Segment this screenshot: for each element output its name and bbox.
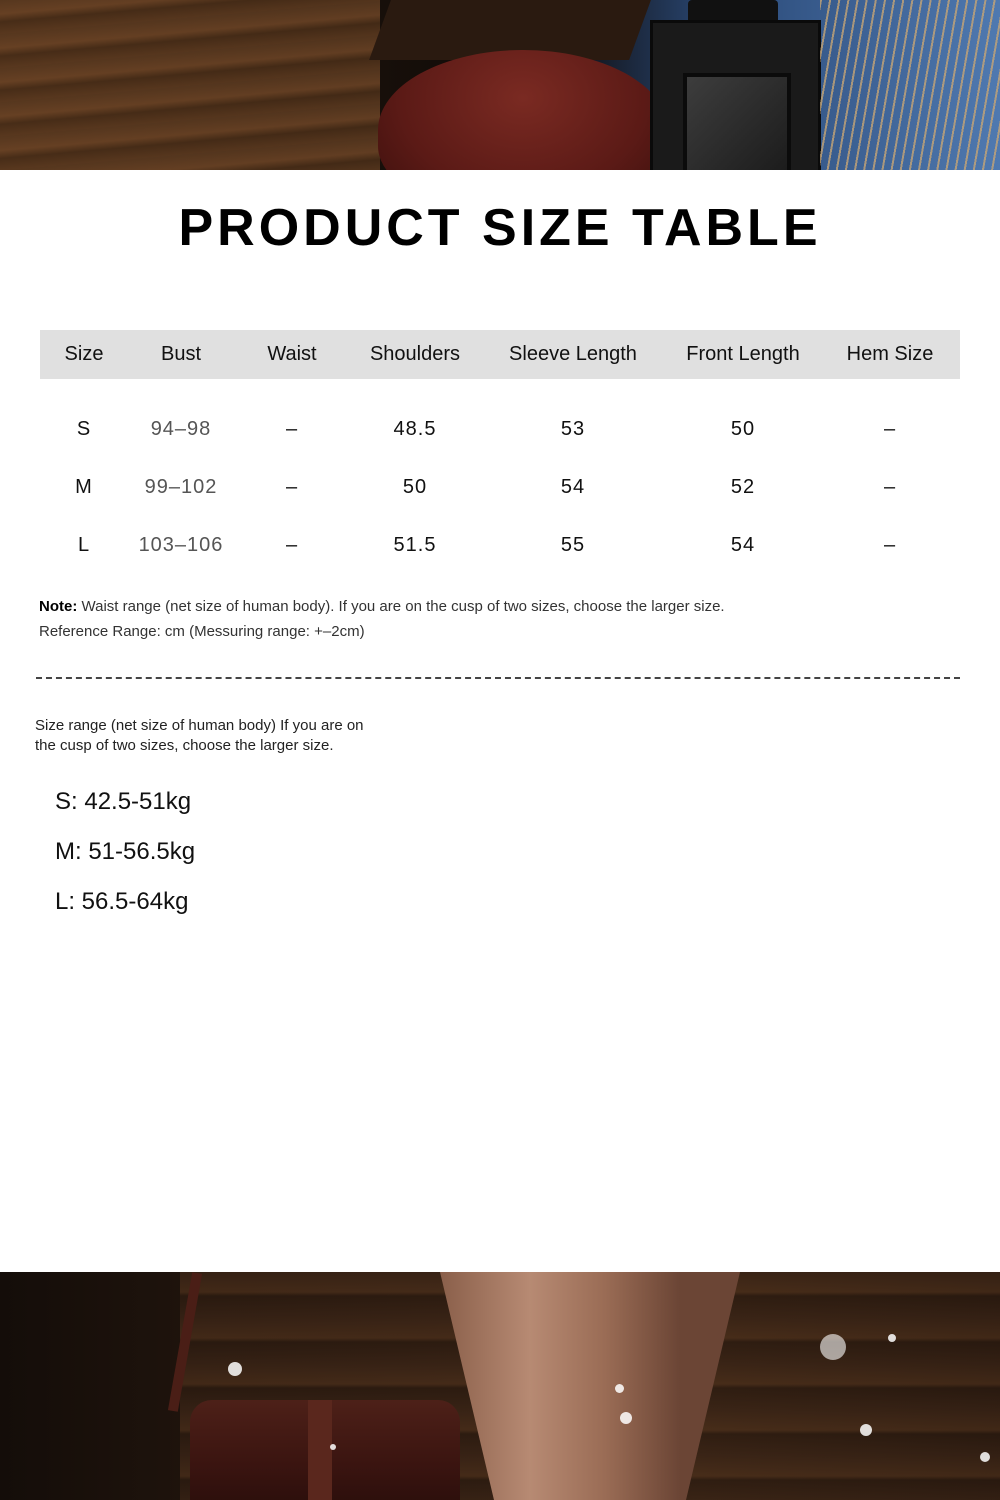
cell-bust: 94–98 <box>150 417 212 440</box>
size-table <box>40 330 960 574</box>
beret-image <box>378 50 668 170</box>
column-header-front-length: Front Length <box>686 343 800 365</box>
reference-range-text: Reference Range: cm (Messuring range: +–2cm) <box>39 623 365 640</box>
cell-shoulders: 48.5 <box>393 417 437 440</box>
weight-range-l: L: 56.5-64kg <box>55 888 189 915</box>
note-text: Waist range (net size of human body). If you are on the cusp of two sizes, choose the larger size. <box>77 598 725 615</box>
cell-bust: 99–102 <box>144 475 218 498</box>
cell-waist: – <box>285 533 299 556</box>
column-header-hem-size: Hem Size <box>846 343 934 365</box>
cell-hem-size: – <box>883 533 897 556</box>
cell-front-length: 54 <box>730 533 756 556</box>
leather-bag-image <box>190 1400 460 1500</box>
cell-waist: – <box>285 417 299 440</box>
column-header-waist: Waist <box>267 343 317 365</box>
top-product-photo <box>0 0 1000 170</box>
weight-range-m: M: 51-56.5kg <box>55 838 196 865</box>
column-header-bust: Bust <box>160 343 202 365</box>
cell-sleeve-length: 55 <box>560 533 586 556</box>
dashed-divider <box>36 677 960 679</box>
cell-front-length: 50 <box>730 417 756 440</box>
table-row <box>40 458 960 516</box>
note-label: Note: <box>39 598 78 615</box>
column-header-size: Size <box>64 343 104 365</box>
size-range-description: Size range (net size of human body) If you are on the cusp of two sizes, choose the larger size. <box>35 717 364 754</box>
column-header-sleeve-length: Sleeve Length <box>509 343 637 365</box>
page-title: PRODUCT SIZE TABLE <box>178 199 822 257</box>
table-row <box>40 400 960 458</box>
cell-waist: – <box>285 475 299 498</box>
size-note <box>39 594 725 644</box>
weight-range-s: S: 42.5-51kg <box>55 788 192 815</box>
lantern-image <box>650 20 821 170</box>
cell-bust: 103–106 <box>138 533 224 556</box>
cell-shoulders: 51.5 <box>393 533 437 556</box>
cell-size: L <box>77 533 91 556</box>
column-header-shoulders: Shoulders <box>369 343 461 365</box>
cell-size: S <box>76 417 92 440</box>
cell-size: M <box>75 475 93 498</box>
cell-front-length: 52 <box>730 475 756 498</box>
table-header-row <box>40 330 960 379</box>
cell-hem-size: – <box>883 417 897 440</box>
note-line <box>39 594 725 619</box>
bottom-product-photo <box>0 1272 1000 1500</box>
cell-sleeve-length: 53 <box>560 417 586 440</box>
table-row <box>40 516 960 574</box>
weight-range-list <box>55 786 195 936</box>
cell-hem-size: – <box>883 475 897 498</box>
cell-sleeve-length: 54 <box>560 475 586 498</box>
cell-shoulders: 50 <box>402 475 428 498</box>
